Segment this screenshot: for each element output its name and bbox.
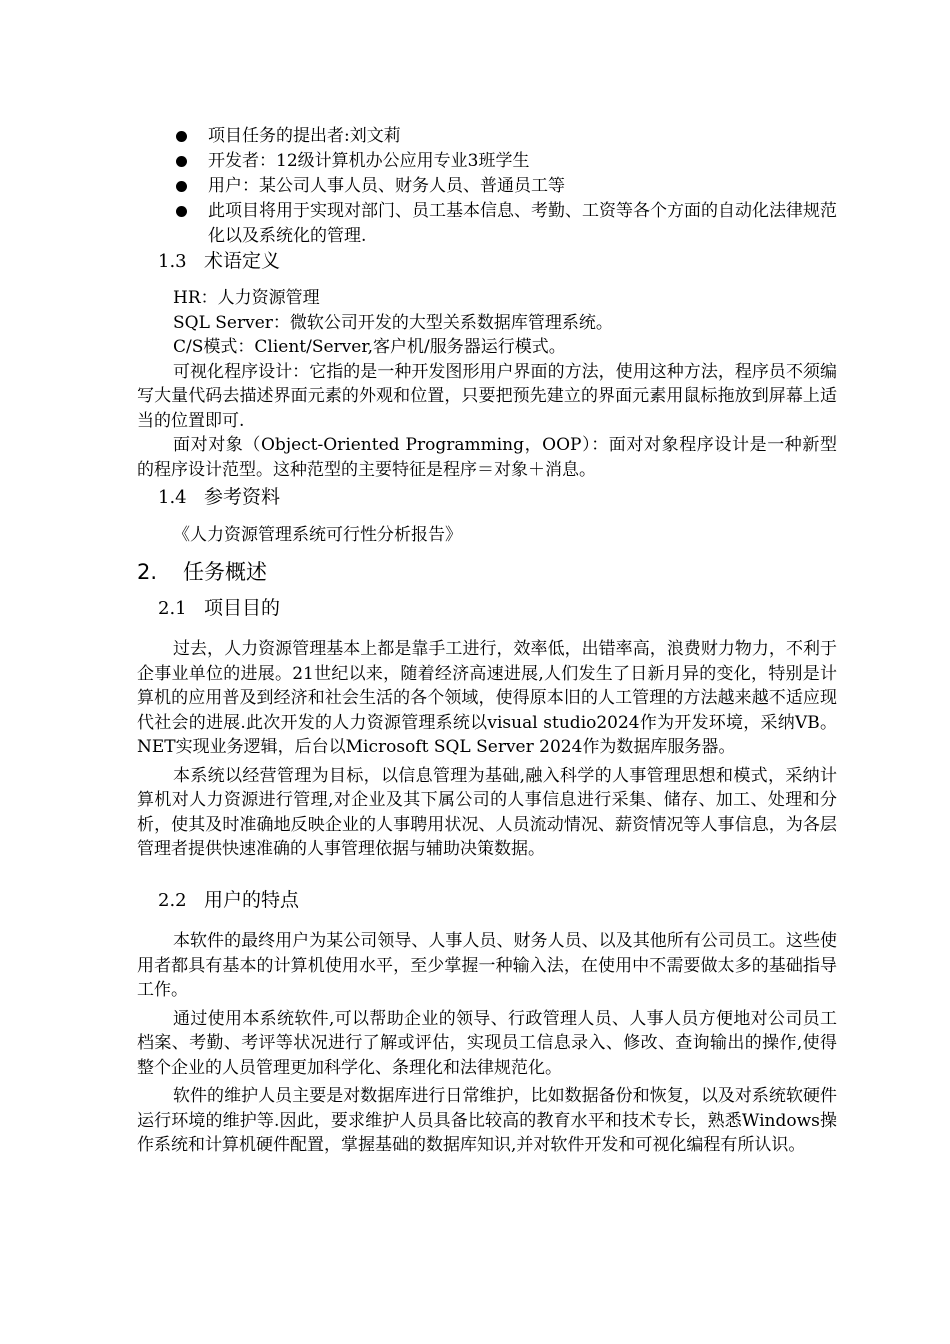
chapter-title: 任务概述 — [183, 560, 267, 584]
section-title: 术语定义 — [204, 250, 281, 272]
chapter-number: 2. — [137, 560, 158, 584]
section-title: 参考资料 — [204, 486, 281, 508]
purpose-block — [137, 637, 837, 862]
reference-block — [137, 523, 837, 548]
chapter-heading-2 — [137, 557, 267, 587]
body-paragraph: 过去，人力资源管理基本上都是靠手工进行，效率低，出错率高，浪费财力物力，不利于企事业单位的进展。21世纪以来，随着经济高速进展,人们发生了日新月异的变化，特别是计算机的应用普及到经济和社会生活的各个领域，使得原本旧的人工管理的方法越来越不适应现代社会的进展.此次开发的人力资源管理系统以visual studio2024作为开发环境，采纳VB。NET实现业务逻辑，后台以Microsoft SQL Server 2024作为数据库服务器。 — [137, 639, 837, 757]
term-item: HR：人力资源管理 — [173, 288, 320, 308]
bullet-list — [172, 124, 852, 249]
bullet-dot-icon — [176, 156, 187, 167]
terms-block — [137, 286, 837, 482]
bullet-dot-icon — [176, 181, 187, 192]
list-item — [172, 149, 852, 174]
bullet-text: 项目任务的提出者:刘文莉 — [208, 126, 401, 146]
body-paragraph: 本软件的最终用户为某公司领导、人事人员、财务人员、以及其他所有公司员工。这些使用者都具有基本的计算机使用水平，至少掌握一种输入法，在使用中不需要做太多的基础指导工作。 — [137, 931, 837, 1000]
bullet-dot-icon — [176, 131, 187, 142]
section-heading-1-4 — [158, 483, 280, 512]
section-title: 用户的特点 — [204, 889, 300, 911]
section-number: 2.2 — [158, 890, 187, 911]
body-paragraph: 软件的维护人员主要是对数据库进行日常维护，比如数据备份和恢复，以及对系统软硬件运行环境的维护等.因此，要求维护人员具备比较高的教育水平和技术专长，熟悉Windows操作系统和计算机硬件配置，掌握基础的数据库知识,并对软件开发和可视化编程有所认识。 — [137, 1086, 837, 1155]
list-item — [172, 199, 852, 249]
bullet-dot-icon — [176, 206, 187, 217]
bullet-text: 用户：某公司人事人员、财务人员、普通员工等 — [208, 176, 565, 196]
section-number: 1.4 — [158, 487, 187, 508]
term-item: SQL Server：微软公司开发的大型关系数据库管理系统。 — [173, 312, 613, 333]
section-heading-2-2 — [158, 886, 299, 915]
term-paragraph: 面对对象（Object-Oriented Programming，OOP）：面对对象程序设计是一种新型的程序设计范型。这种范型的主要特征是程序＝对象＋消息。 — [137, 435, 837, 480]
section-number: 1.3 — [158, 251, 187, 272]
bullet-text: 此项目将用于实现对部门、员工基本信息、考勤、工资等各个方面的自动化法律规范化以及系统化的管理. — [208, 201, 837, 246]
user-features-block — [137, 929, 837, 1158]
list-item — [172, 174, 852, 199]
body-paragraph: 本系统以经营管理为目标，以信息管理为基础,融入科学的人事管理思想和模式，采纳计算机对人力资源进行管理,对企业及其下属公司的人事信息进行采集、储存、加工、处理和分析，使其及时准确地反映企业的人事聘用状况、人员流动情况、薪资情况等人事信息，为各层管理者提供快速准确的人事管理依据与辅助决策数据。 — [137, 765, 837, 859]
term-item: C/S模式：Client/Server,客户机/服务器运行模式。 — [173, 337, 566, 357]
section-heading-1-3 — [158, 247, 280, 276]
section-title: 项目目的 — [204, 597, 281, 619]
term-paragraph: 可视化程序设计：它指的是一种开发图形用户界面的方法，使用这种方法，程序员不须编写大量代码去描述界面元素的外观和位置，只要把预先建立的界面元素用鼠标拖放到屏幕上适当的位置即可. — [137, 361, 837, 431]
body-paragraph: 通过使用本系统软件,可以帮助企业的领导、行政管理人员、人事人员方便地对公司员工档案、考勤、考评等状况进行了解或评估，实现员工信息录入、修改、查询输出的操作,使得整个企业的人员管理更加科学化、条理化和法律规范化。 — [137, 1008, 837, 1078]
section-number: 2.1 — [158, 598, 187, 619]
list-item — [172, 124, 852, 149]
reference-item: 《人力资源管理系统可行性分析报告》 — [173, 525, 462, 545]
section-heading-2-1 — [158, 594, 280, 623]
bullet-text: 开发者：12级计算机办公应用专业3班学生 — [208, 151, 530, 171]
